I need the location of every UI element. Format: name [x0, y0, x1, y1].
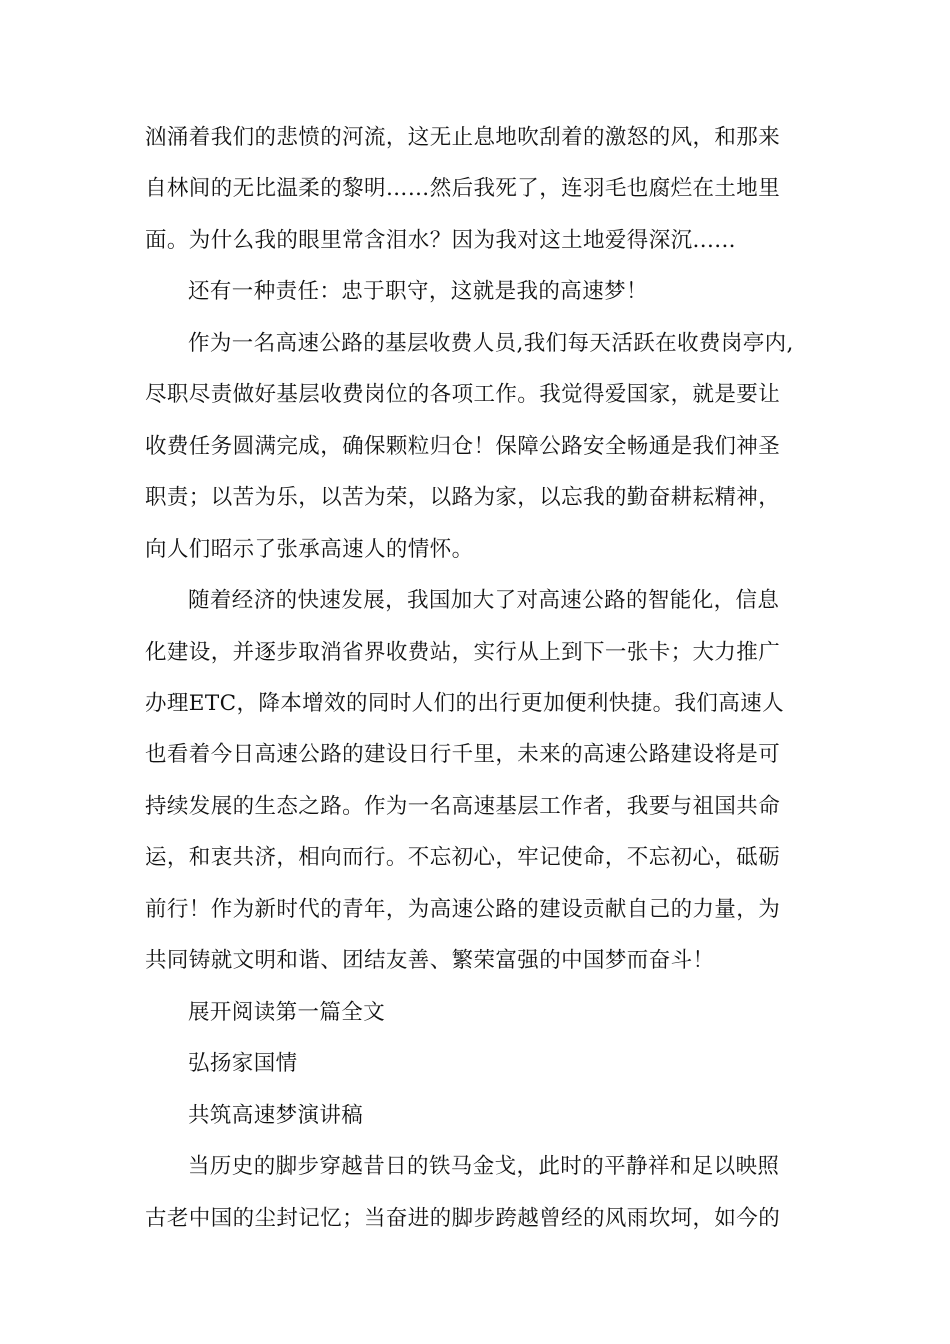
- paragraph-8-line-1: 当历史的脚步穿越昔日的铁马金戈，此时的平静祥和足以映照: [188, 1154, 780, 1179]
- paragraph-4-line-1: 随着经济的快速发展，我国加大了对高速公路的智能化，信息: [188, 588, 780, 613]
- paragraph-3-line-2: 尽职尽责做好基层收费岗位的各项工作。我觉得爱国家，就是要让: [145, 382, 781, 407]
- paragraph-4-line-6: 运，和衷共济，相向而行。不忘初心，牢记使命，不忘初心，砥砺: [145, 845, 781, 870]
- paragraph-4-line-3: 办理ETC，降本增效的同时人们的出行更加便利快捷。我们高速人: [145, 691, 784, 716]
- paragraph-3-line-3: 收费任务圆满完成，确保颗粒归仓！保障公路安全畅通是我们神圣: [145, 434, 781, 459]
- paragraph-4-line-5: 持续发展的生态之路。作为一名高速基层工作者，我要与祖国共命: [145, 794, 781, 819]
- paragraph-4-line-2: 化建设，并逐步取消省界收费站，实行从上到下一张卡；大力推广: [145, 640, 781, 665]
- paragraph-4-line-8: 共同铸就文明和谐、团结友善、繁荣富强的中国梦而奋斗！: [145, 948, 715, 973]
- paragraph-8-line-2: 古老中国的尘封记忆；当奋进的脚步跨越曾经的风雨坎坷，如今的: [145, 1206, 781, 1231]
- paragraph-4-line-7: 前行！作为新时代的青年，为高速公路的建设贡献自己的力量，为: [145, 897, 781, 922]
- section-title: 弘扬家国情: [188, 1051, 298, 1076]
- paragraph-4-line-4: 也看着今日高速公路的建设日行千里，未来的高速公路建设将是可: [145, 742, 781, 767]
- paragraph-1-line-1: 汹涌着我们的悲愤的河流，这无止息地吹刮着的激怒的风，和那来: [145, 125, 781, 150]
- expand-reading-link[interactable]: 展开阅读第一篇全文: [188, 1000, 386, 1025]
- paragraph-1-line-3: 面。为什么我的眼里常含泪水？因为我对这土地爱得深沉......: [145, 228, 736, 253]
- paragraph-2-line-1: 还有一种责任：忠于职守，这就是我的高速梦！: [188, 279, 648, 304]
- paragraph-3-line-4: 职责；以苦为乐，以苦为荣，以路为家，以忘我的勤奋耕耘精神，: [145, 485, 781, 510]
- paragraph-3-line-5: 向人们昭示了张承高速人的情怀。: [145, 537, 474, 562]
- paragraph-3-line-1: 作为一名高速公路的基层收费人员,我们每天活跃在收费岗亭内,: [188, 331, 794, 356]
- section-subtitle: 共筑高速梦演讲稿: [188, 1103, 364, 1128]
- paragraph-1-line-2: 自林间的无比温柔的黎明……然后我死了，连羽毛也腐烂在土地里: [145, 176, 781, 201]
